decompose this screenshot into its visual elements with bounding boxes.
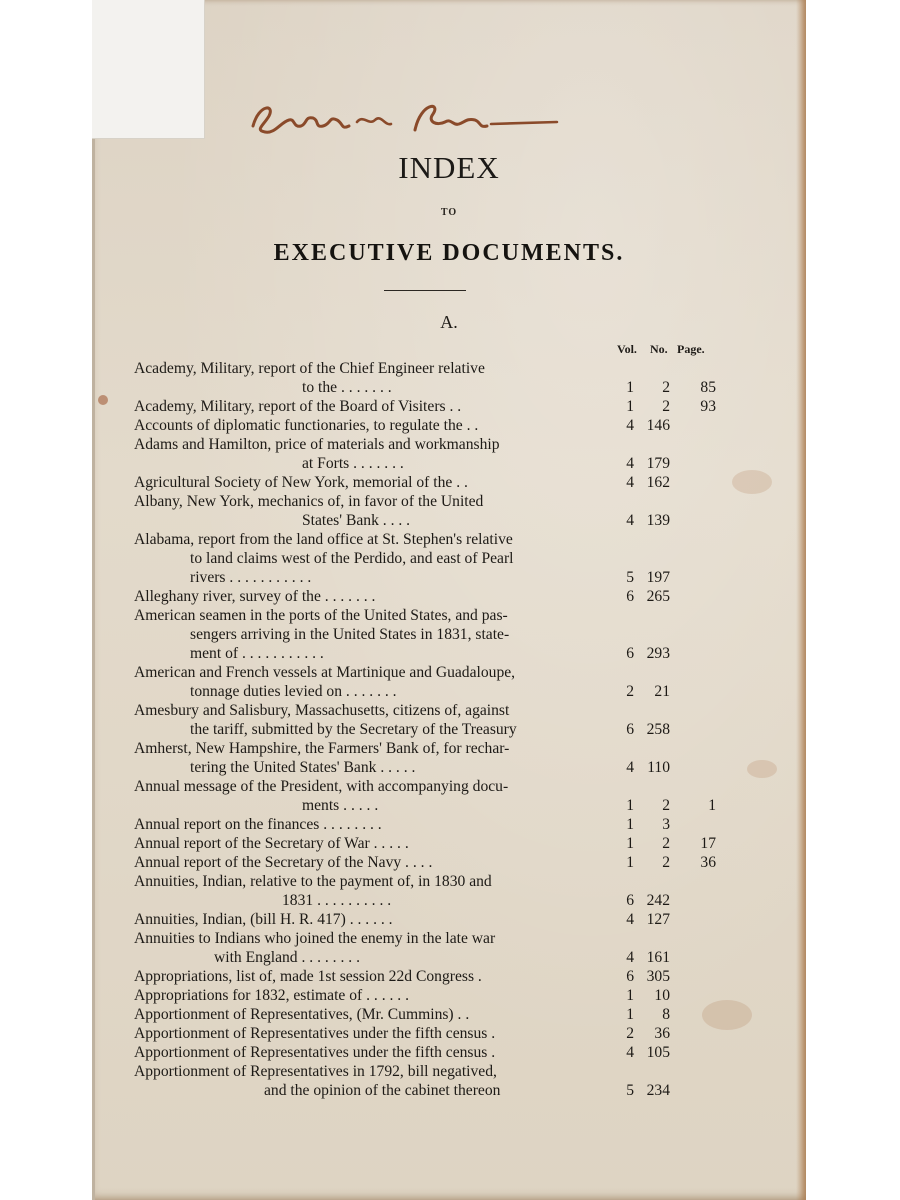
title-index: INDEX: [398, 150, 500, 185]
index-line: [92, 587, 806, 606]
index-line-text: ments . . . . .: [302, 797, 379, 814]
index-line-text: States' Bank . . . .: [302, 512, 411, 529]
index-line-vol: 6: [626, 968, 634, 985]
index-line-no: 197: [646, 569, 670, 586]
index-line: [92, 1024, 806, 1043]
index-line: [92, 834, 806, 853]
title-executive-documents: EXECUTIVE DOCUMENTS.: [273, 240, 625, 266]
column-header-page: Page.: [677, 342, 705, 356]
index-line-text: Apportionment of Representatives under the fifth census .: [134, 1044, 496, 1061]
index-line-text: American and French vessels at Martinique and Guadaloupe,: [134, 664, 516, 681]
index-line-text: Agricultural Society of New York, memorial of the . .: [134, 474, 468, 491]
index-line-vol: 4: [626, 949, 634, 966]
index-line-vol: 2: [626, 1025, 634, 1042]
index-line: [92, 1081, 806, 1100]
index-line-vol: 6: [626, 721, 634, 738]
index-entries: [92, 359, 806, 1100]
index-line-text: Annuities, Indian, (bill H. R. 417) . . . . . .: [134, 911, 393, 928]
index-line-text: tering the United States' Bank . . . . .: [190, 759, 416, 776]
section-letter: A.: [440, 312, 458, 332]
index-line-text: the tariff, submitted by the Secretary of the Treasury: [190, 721, 517, 738]
column-header-no: No.: [650, 342, 668, 356]
index-line-no: 21: [654, 683, 670, 700]
index-line-text: Albany, New York, mechanics of, in favor of the United: [134, 493, 484, 510]
index-line: [92, 853, 806, 872]
index-line-text: Appropriations for 1832, estimate of . . . . . .: [134, 987, 410, 1004]
index-line: [92, 416, 806, 435]
index-line: [92, 378, 806, 397]
index-line-vol: 4: [626, 911, 634, 928]
index-line-text: sengers arriving in the United States in 1831, state-: [190, 626, 510, 643]
index-line: [92, 1005, 806, 1024]
index-line-no: 36: [654, 1025, 670, 1042]
index-line-text: Annual report of the Secretary of the Navy . . . .: [134, 854, 433, 871]
index-line-text: Annual report on the finances . . . . . . . .: [134, 816, 382, 833]
index-line: [92, 739, 806, 758]
index-line-no: 3: [662, 816, 670, 833]
index-line: [92, 530, 806, 549]
index-line-text: Alleghany river, survey of the . . . . . . .: [134, 588, 376, 605]
index-line-no: 10: [654, 987, 670, 1004]
index-line-vol: 1: [626, 987, 634, 1004]
index-line-text: Annuities, Indian, relative to the payment of, in 1830 and: [134, 873, 492, 890]
title-to: TO: [440, 207, 458, 218]
index-line-no: 2: [662, 398, 670, 415]
index-line-no: 2: [662, 797, 670, 814]
index-line: [92, 454, 806, 473]
index-line-text: Amesbury and Salisbury, Massachusetts, citizens of, against: [134, 702, 510, 719]
index-line-no: 162: [646, 474, 670, 491]
index-line-vol: 1: [626, 854, 634, 871]
index-line: [92, 967, 806, 986]
index-line-vol: 6: [626, 645, 634, 662]
index-line-no: 8: [662, 1006, 670, 1023]
index-line: [92, 568, 806, 587]
index-line: [92, 511, 806, 530]
index-line-vol: 2: [626, 683, 634, 700]
index-line-vol: 1: [626, 835, 634, 852]
index-line-no: 293: [646, 645, 670, 662]
index-line-text: ment of . . . . . . . . . . .: [190, 645, 324, 662]
index-line-text: Adams and Hamilton, price of materials and workmanship: [134, 436, 500, 453]
index-line-vol: 4: [626, 512, 634, 529]
handwritten-signature: [245, 96, 565, 140]
index-line-vol: 1: [626, 398, 634, 415]
index-line-text: Academy, Military, report of the Chief Engineer relative: [134, 360, 485, 377]
index-line: [92, 891, 806, 910]
index-line-text: Annual report of the Secretary of War . . . . .: [134, 835, 409, 852]
index-line-no: 161: [646, 949, 670, 966]
index-line: [92, 397, 806, 416]
index-line-no: 2: [662, 379, 670, 396]
index-line-text: Apportionment of Representatives under the fifth census .: [134, 1025, 496, 1042]
index-line: [92, 796, 806, 815]
index-line-vol: 6: [626, 892, 634, 909]
index-line-no: 2: [662, 835, 670, 852]
index-line-page: 36: [700, 854, 716, 871]
index-line-no: 258: [646, 721, 670, 738]
column-header-vol: Vol.: [617, 342, 637, 356]
index-line: [92, 948, 806, 967]
index-line: [92, 473, 806, 492]
index-line: [92, 625, 806, 644]
index-line-vol: 5: [626, 569, 634, 586]
index-line-vol: 4: [626, 1044, 634, 1061]
index-line-text: tonnage duties levied on . . . . . . .: [190, 683, 397, 700]
index-line-text: 1831 . . . . . . . . . .: [282, 892, 392, 909]
index-line: [92, 606, 806, 625]
index-line-vol: 6: [626, 588, 634, 605]
index-line-vol: 1: [626, 797, 634, 814]
index-line-page: 1: [708, 797, 716, 814]
index-line: [92, 758, 806, 777]
index-line-text: and the opinion of the cabinet thereon: [264, 1082, 501, 1099]
index-line-vol: 4: [626, 474, 634, 491]
index-line: [92, 701, 806, 720]
title-divider: [384, 290, 466, 291]
index-line: [92, 910, 806, 929]
index-line-vol: 1: [626, 816, 634, 833]
index-line: [92, 644, 806, 663]
index-line: [92, 435, 806, 454]
index-line-text: to the . . . . . . .: [302, 379, 392, 396]
index-line: [92, 1062, 806, 1081]
index-line-no: 2: [662, 854, 670, 871]
index-line-text: rivers . . . . . . . . . . .: [190, 569, 312, 586]
index-line: [92, 720, 806, 739]
index-line-vol: 1: [626, 1006, 634, 1023]
paper-patch: [92, 0, 205, 139]
index-line-text: Apportionment of Representatives in 1792, bill negatived,: [134, 1063, 497, 1080]
index-line-no: 234: [646, 1082, 670, 1099]
index-line-text: Accounts of diplomatic functionaries, to regulate the . .: [134, 417, 479, 434]
index-line-page: 93: [700, 398, 716, 415]
index-line-text: at Forts . . . . . . .: [302, 455, 404, 472]
index-line-vol: 4: [626, 417, 634, 434]
index-line-no: 305: [646, 968, 670, 985]
index-line-text: Annual message of the President, with accompanying docu-: [134, 778, 509, 795]
index-line: [92, 1043, 806, 1062]
index-line: [92, 872, 806, 891]
signature-drawing: [245, 96, 565, 140]
index-line-page: 17: [700, 835, 716, 852]
index-line: [92, 359, 806, 378]
index-line-text: with England . . . . . . . .: [214, 949, 360, 966]
index-line: [92, 815, 806, 834]
index-line-text: Apportionment of Representatives, (Mr. Cummins) . .: [134, 1006, 470, 1023]
index-line: [92, 492, 806, 511]
index-line-no: 139: [646, 512, 670, 529]
index-line-vol: 1: [626, 379, 634, 396]
index-line-text: Appropriations, list of, made 1st session 22d Congress .: [134, 968, 482, 985]
index-line-no: 242: [646, 892, 670, 909]
index-line: [92, 663, 806, 682]
index-line: [92, 986, 806, 1005]
index-line: [92, 682, 806, 701]
index-line-no: 105: [646, 1044, 670, 1061]
index-line-no: 265: [646, 588, 670, 605]
index-line-no: 179: [646, 455, 670, 472]
index-line: [92, 929, 806, 948]
index-line-text: American seamen in the ports of the United States, and pas-: [134, 607, 508, 624]
index-line-text: Academy, Military, report of the Board of Visiters . .: [134, 398, 462, 415]
book-page: [92, 0, 806, 1200]
index-line-no: 127: [646, 911, 670, 928]
index-line-vol: 4: [626, 759, 634, 776]
index-line-text: to land claims west of the Perdido, and east of Pearl: [190, 550, 514, 567]
index-line-page: 85: [700, 379, 716, 396]
index-line-text: Amherst, New Hampshire, the Farmers' Bank of, for rechar-: [134, 740, 510, 757]
index-line-text: Annuities to Indians who joined the enemy in the late war: [134, 930, 496, 947]
index-line-no: 146: [646, 417, 670, 434]
index-line-vol: 5: [626, 1082, 634, 1099]
index-line-no: 110: [647, 759, 670, 776]
index-line-vol: 4: [626, 455, 634, 472]
index-line: [92, 777, 806, 796]
index-line: [92, 549, 806, 568]
index-line-text: Alabama, report from the land office at St. Stephen's relative: [134, 531, 513, 548]
